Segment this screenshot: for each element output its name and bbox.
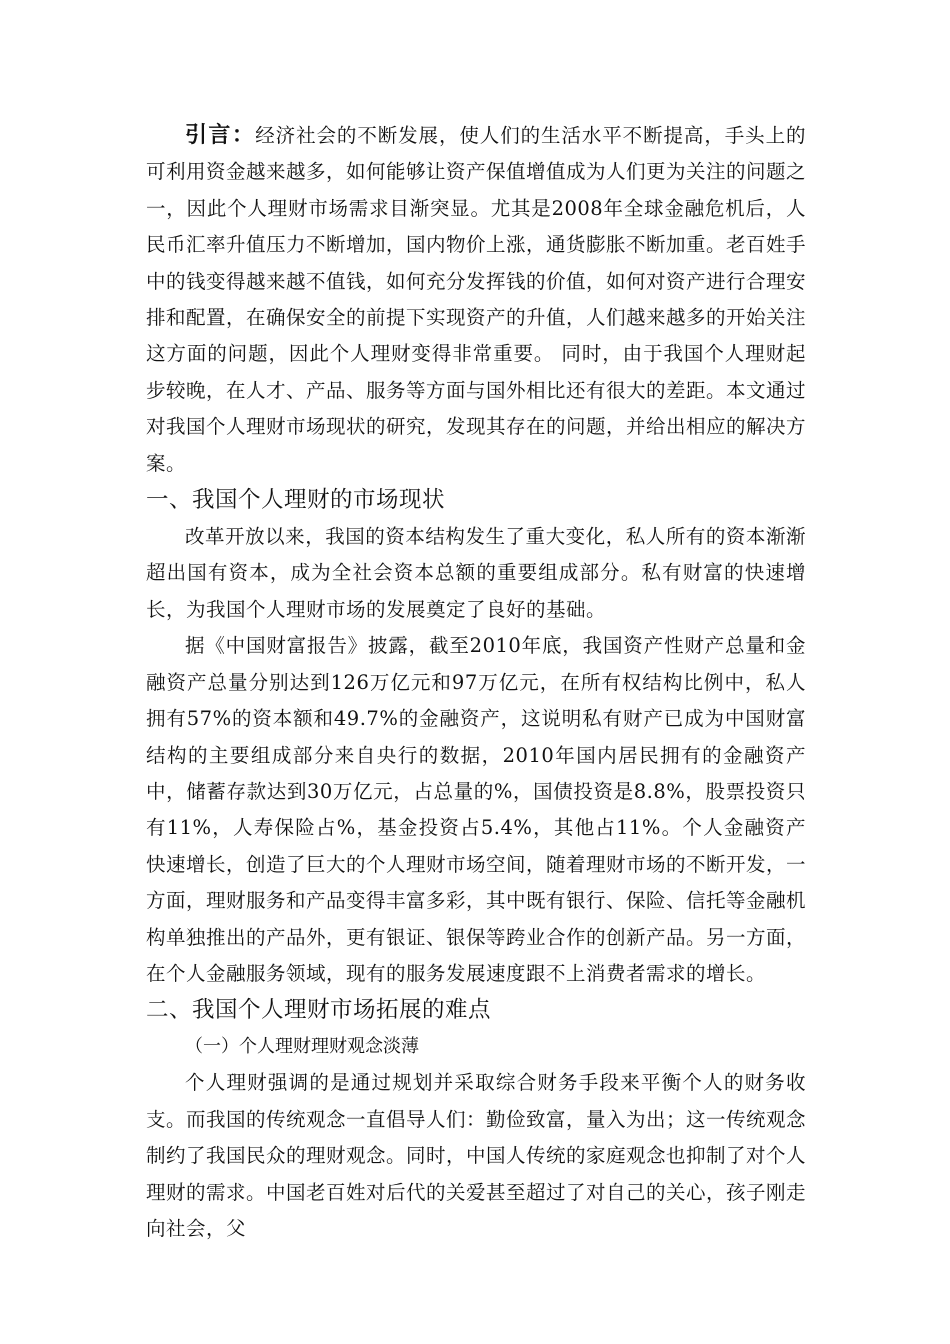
intro-label: 引言： <box>185 123 256 148</box>
section1-heading: 一、我国个人理财的市场现状 <box>146 487 446 514</box>
section1-paragraph-1: 改革开放以来，我国的资本结构发生了重大变化，私人所有的资本渐渐超出国有资本，成为全社会资本总额的重要组成部分。私有财富的快速增长，为我国个人理财市场的发展奠定了良好的基础。 <box>146 525 806 621</box>
document-page <box>146 118 806 1247</box>
intro-paragraph <box>146 118 806 482</box>
intro-text: 经济社会的不断发展，使人们的生活水平不断提高，手头上的可利用资金越来越多，如何能够让资产保值增值成为人们更为关注的问题之一，因此个人理财市场需求目渐突显。尤其是2008年全球金融危机后，人民币汇率升值压力不断增加，国内物价上涨，通货膨胀不断加重。老百姓手中的钱变得越来越不值钱，如何充分发挥钱的价值，如何对资产进行合理安排和配置，在确保安全的前提下实现资产的升值，人们越来越多的开始关注这方面的问题，因此个人理财变得非常重要。 同时，由于我国个人理财起步较晚，在人才、产品、服务等方面与国外相比还有很大的差距。本文通过对我国个人理财市场现状的研究，发现其存在的问题，并给出相应的解决方案。 <box>146 124 807 475</box>
section2-subheading: （一）个人理财理财观念淡薄 <box>185 1036 419 1058</box>
section2-heading: 二、我国个人理财市场拓展的难点 <box>146 997 492 1024</box>
section1-paragraph-2: 据《中国财富报告》披露，截至2010年底，我国资产性财产总量和金融资产总量分别达到126万亿元和97万亿元，在所有权结构比例中，私人拥有57%的资本额和49.7%的金融资产，这说明私有财产已成为中国财富结构的主要组成部分来自央行的数据，2010年国内居民拥有的金融资产中，储蓄存款达到30万亿元，占总量的%，国债投资是8.8%，股票投资只有11%，人寿保险占%，基金投资占5.4%，其他占11%。个人金融资产快速增长，创造了巨大的个人理财市场空间，随着理财市场的不断开发，一方面，理财服务和产品变得丰富多彩，其中既有银行、保险、信托等金融机构单独推出的产品外，更有银证、银保等跨业合作的创新产品。另一方面，在个人金融服务领域，现有的服务发展速度跟不上消费者需求的增长。 <box>146 634 807 985</box>
section2-paragraph-1: 个人理财强调的是通过规划并采取综合财务手段来平衡个人的财务收支。而我国的传统观念一直倡导人们：勤俭致富，量入为出；这一传统观念制约了我国民众的理财观念。同时，中国人传统的家庭观念也抑制了对个人理财的需求。中国老百姓对后代的关爱甚至超过了对自己的关心，孩子刚走向社会，父 <box>146 1071 807 1240</box>
